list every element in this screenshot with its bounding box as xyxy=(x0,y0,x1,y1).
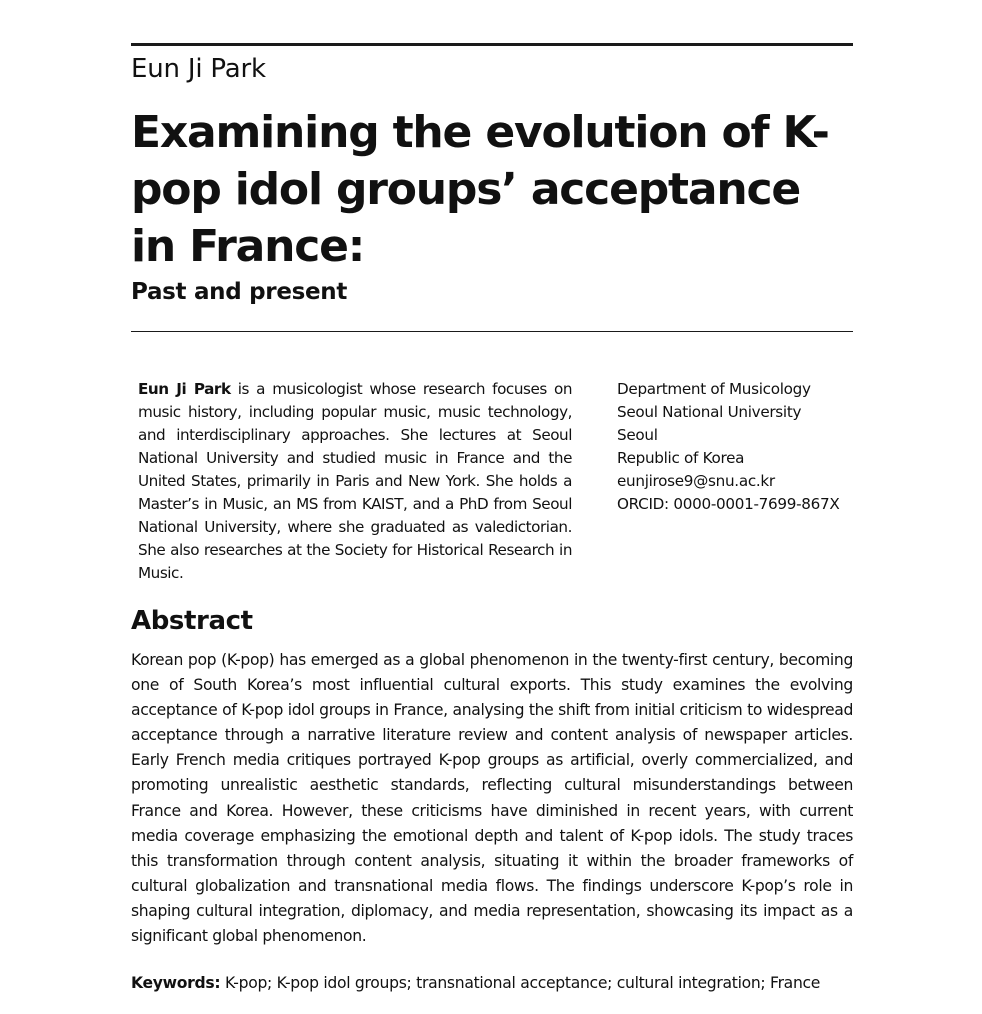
affiliation-city: Seoul xyxy=(617,426,658,444)
header-rule xyxy=(131,331,853,332)
affiliation-university: Seoul National University xyxy=(617,403,802,421)
keywords-list: K-pop; K-pop idol groups; transnational acceptance; cultural integration; France xyxy=(220,974,821,992)
affiliation-email: eunjirose9@snu.ac.kr xyxy=(617,472,775,490)
keywords xyxy=(131,971,853,996)
keywords-label: Keywords: xyxy=(131,974,221,992)
author-bio xyxy=(138,378,572,585)
author-affiliation xyxy=(617,378,857,516)
affiliation-country: Republic of Korea xyxy=(617,449,745,467)
bio-text: is a musicologist whose research focuses on music history, including popular music, music technology, and interdisciplinary approaches. She lectures at Seoul National University and studied music in France and the United States, primarily in Paris and New York. She holds a Master’s in Music, an MS from KAIST, and a PhD from Seoul National University, where she graduated as valedictorian. She also researches at the Society for Historical Research in Music. xyxy=(138,380,572,582)
bio-author-name: Eun Ji Park xyxy=(138,380,231,398)
article-title: Examining the evolution of K-pop idol groups’ acceptance in France: xyxy=(131,107,829,272)
abstract-heading: Abstract xyxy=(131,606,253,636)
affiliation-orcid: ORCID: 0000-0001-7699-867X xyxy=(617,495,840,513)
abstract-text: Korean pop (K-pop) has emerged as a global phenomenon in the twenty-first century, becoming one of South Korea’s most influential cultural exports. This study examines the evolving acceptance of K-pop idol groups in France, analysing the shift from initial criticism to widespread acceptance through a narrative literature review and content analysis of newspaper articles. Early French media critiques portrayed K-pop groups as artificial, overly commercialized, and promoting unrealistic aesthetic standards, reflecting cultural misunderstandings between France and Korea. However, these criticisms have diminished in recent years, with current media coverage emphasizing the emotional depth and talent of K-pop idols. The study traces this transformation through content analysis, situating it within the broader frameworks of cultural globalization and transnational media flows. The findings underscore K-pop’s role in shaping cultural integration, diplomacy, and media representation, showcasing its impact as a significant global phenomenon. xyxy=(131,651,853,946)
article-subtitle: Past and present xyxy=(131,279,348,305)
top-rule xyxy=(131,43,853,46)
affiliation-department: Department of Musicology xyxy=(617,380,811,398)
author-name: Eun Ji Park xyxy=(131,54,266,84)
